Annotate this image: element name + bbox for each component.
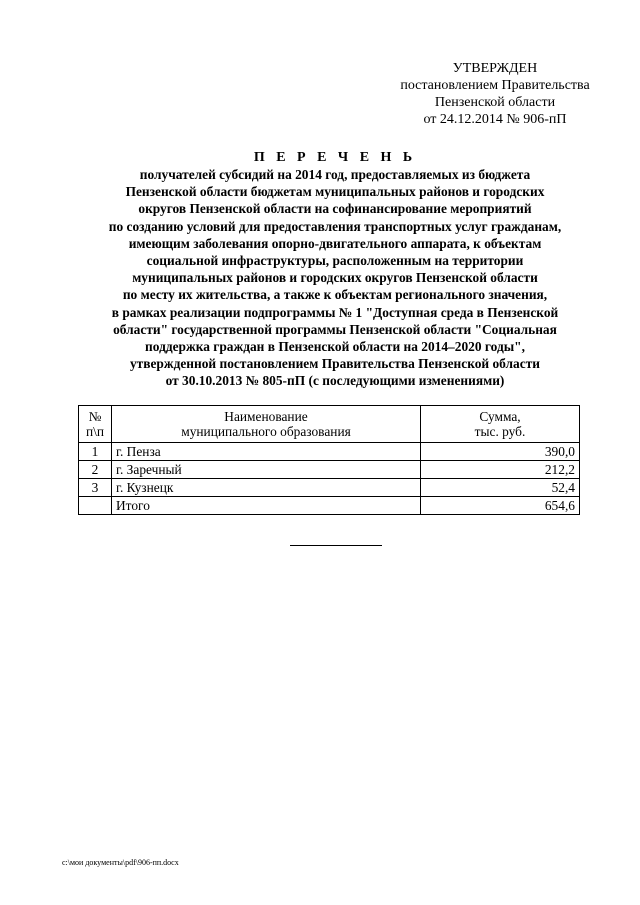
- table-header-row: [79, 406, 580, 443]
- subtitle-line: утвержденной постановлением Правительства Пензенской области: [129, 356, 540, 372]
- row-sum: 52,4: [421, 479, 580, 497]
- subtitle-line: области" государственной программы Пензенской области "Социальная: [113, 321, 557, 337]
- total-label: Итого: [112, 497, 421, 515]
- approval-line-date: от 24.12.2014 № 906-пП: [423, 112, 567, 127]
- row-number: 3: [79, 479, 112, 497]
- table-row: [79, 479, 580, 497]
- document-subtitle: [60, 166, 610, 390]
- subtitle-line: получателей субсидий на 2014 год, предоставляемых из бюджета: [139, 167, 531, 182]
- row-number: 1: [79, 443, 112, 461]
- subtitle-line: социальной инфраструктуры, расположенным на территории: [146, 253, 524, 269]
- approval-line-resolution: постановлением Правительства: [400, 78, 590, 93]
- header-sum: [421, 406, 580, 443]
- table-total-row: [79, 497, 580, 515]
- total-sum: 654,6: [421, 497, 580, 515]
- total-number: [79, 497, 112, 515]
- row-municipality: г. Заречный: [112, 461, 421, 479]
- header-number-line1: №: [88, 409, 102, 424]
- closing-rule: [290, 545, 382, 546]
- header-number: [79, 406, 112, 443]
- subtitle-line: в рамках реализации подпрограммы № 1 "Доступная среда в Пензенской: [111, 304, 559, 320]
- subsidy-table: [78, 405, 580, 515]
- row-sum: 212,2: [421, 461, 580, 479]
- document-title: П Е Р Е Ч Е Н Ь: [253, 150, 417, 165]
- approval-title: УТВЕРЖДЕН: [452, 61, 538, 76]
- table-row: [79, 461, 580, 479]
- subtitle-line: муниципальных районов и городских округов Пензенской области: [132, 270, 538, 286]
- header-number-line2: п\п: [85, 424, 105, 439]
- header-sum-line1: Сумма,: [479, 409, 521, 424]
- header-municipality-line2: муниципального образования: [181, 424, 351, 439]
- footer-file-path: c:\мои документы\pdf\906-пп.docx: [62, 858, 179, 867]
- table-row: [79, 443, 580, 461]
- row-number: 2: [79, 461, 112, 479]
- header-sum-line2: тыс. руб.: [474, 424, 526, 439]
- approval-block: [380, 60, 610, 128]
- subtitle-line: имеющим заболевания опорно-двигательного аппарата, к объектам: [128, 235, 542, 251]
- approval-line-region: Пензенской области: [434, 95, 556, 110]
- row-municipality: г. Пенза: [112, 443, 421, 461]
- subtitle-line: поддержка граждан в Пензенской области на 2014–2020 годы",: [145, 339, 525, 355]
- header-municipality-line1: Наименование: [224, 409, 308, 424]
- subtitle-line: Пензенской области бюджетам муниципальных районов и городских: [125, 184, 545, 200]
- subtitle-line: по месту их жительства, а также к объектам регионального значения,: [122, 287, 548, 303]
- row-municipality: г. Кузнецк: [112, 479, 421, 497]
- subtitle-line: по созданию условий для предоставления транспортных услуг гражданам,: [108, 218, 562, 234]
- subtitle-line: округов Пензенской области на софинансирование мероприятий: [138, 201, 532, 217]
- header-municipality: [112, 406, 421, 443]
- row-sum: 390,0: [421, 443, 580, 461]
- subtitle-line: от 30.10.2013 № 805-пП (с последующими изменениями): [165, 373, 505, 389]
